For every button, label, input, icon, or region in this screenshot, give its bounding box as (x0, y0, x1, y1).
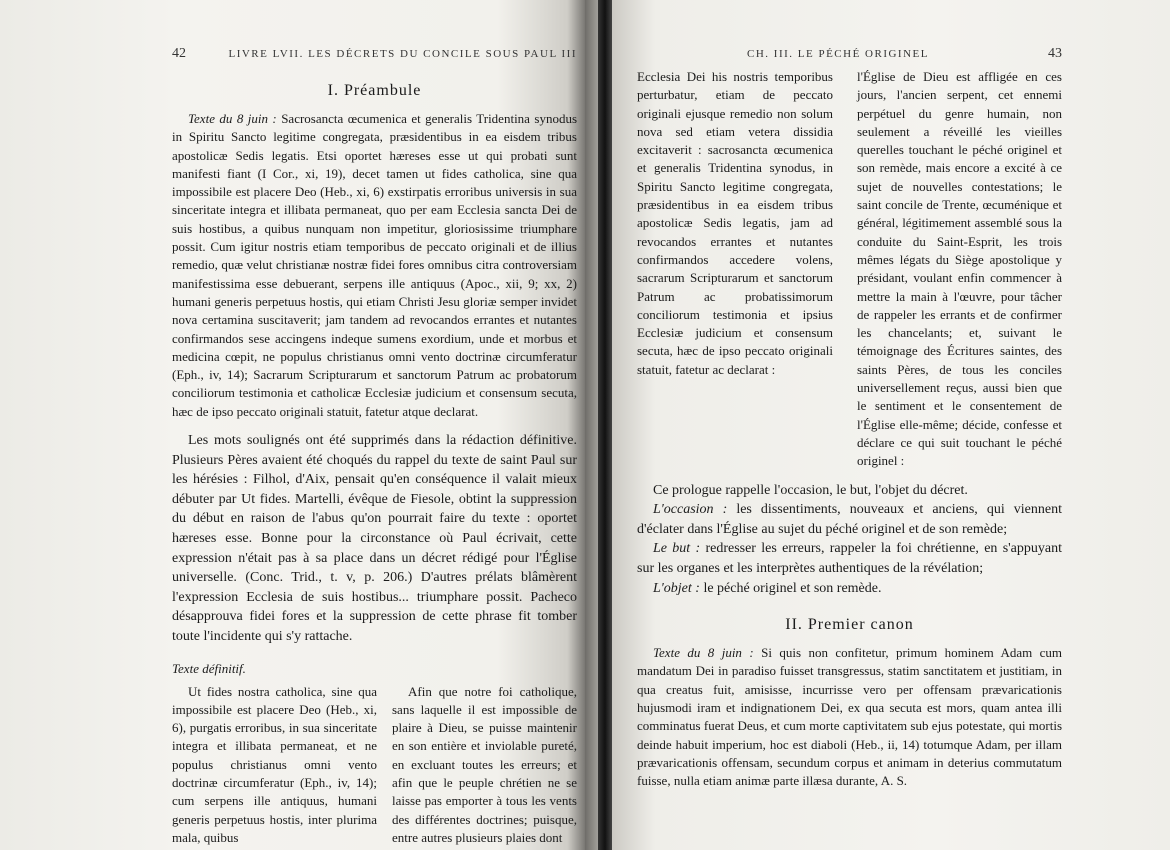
but-text: redresser les erreurs, rappeler la foi chrétienne, en s'appuyant sur les organes et les interprètes authentiques de la révélation; (637, 541, 1063, 576)
subheading-texte-definitif: Texte définitif. (172, 660, 246, 676)
but-note (637, 539, 1062, 578)
right-two-columns (637, 68, 1062, 471)
right-running-title: CH. III. LE PÉCHÉ ORIGINEL (747, 48, 929, 60)
objet-note (637, 579, 1062, 599)
canon-label: Texte du 8 juin : (653, 645, 754, 661)
left-french-column: Afin que notre foi catholique, sans laquelle il est impossible de plaire à Dieu, se puisse maintenir en son entière et inviolable pureté, en excluant toutes les erreurs; et afin que le peuple chrétien ne se laisse pas emporter à tous les vents des différentes doctrines; puisque, entre autres plusieurs plaies dont (392, 683, 577, 845)
commentary-paragraph: Les mots soulignés ont été supprimés dans la rédaction définitive. Plusieurs Pères avaient été choqués du rappel du texte de saint Paul sur les hérésies : Filhol, d'Aix, pensait qu'en conséquence il valait mieux débuter par Ut fides. Martelli, évêque de Fiesole, obtint la suppression du début en raison de l'abus qu'on pourrait faire du texte : oportet hæreses esse. Bonne pour la circonstance où Paul écrivait, cette expression n'était pas à sa place dans un décret rédigé pour l'Église universelle. (Conc. Trid., t. v, p. 206.) D'autres prélats blâmèrent l'expression Ecclesia de suis hostibus... triumphare possit. Pacheco désapprouva fidei fores et la suppression de cette phrase fit tomber toute l'incidente qui s'y rattache. (172, 433, 577, 644)
left-running-title: LIVRE LVII. LES DÉCRETS DU CONCILE SOUS PAUL III (228, 48, 577, 60)
preamble-text: Sacrosancta œcumenica et generalis Tridentina synodus in Spiritu Sancto legitime congregata, præsidentibus in ea eisdem tribus apostolicæ Sedis legatis. Etsi oportet hæreses esse ut qui probati sunt manifesti fiant (I Cor., xi, 19), decet tamen ut fides catholica, sine qua impossibile est placere Deo (Heb., xi, 6) exstirpatis erroribus universis in sua sinceritate integra et illibata permaneat, quo per eam Ecclesia sancta Dei de suis hostibus, a quibus nunquam non impetitur, gloriosissime triumphare possit. Cum igitur nostris etiam temporibus de peccato originali et de illius remedio, quæ velut christianæ nostræ fidei fores omnibus citra controversiam manifestissima esse debuerant, serpens ille antiquus (Apoc., xii, 9; xx, 2) humani generis perpetuus hostis, qui etiam Christi Jesu gloriæ semper invidet nova certamina suscitaverit; jam tandem ad revocandos errantes et nutantes confirmandos sese accingens indeque sumens exordium, unde et morbus et medicina cœpit, ne populus christianus omni vento doctrinæ circumferatur (Eph., iv, 14); Sacrarum Scripturarum et sanctorum Patrum ac probatorum conciliorum testimonia et catholicæ Ecclesiæ judicium et consensum secuta, hæc de ipso peccato originali statuit, fatetur atque declarat. (172, 111, 577, 419)
objet-text: le péché originel et son remède. (703, 580, 882, 596)
preamble-label: Texte du 8 juin : (188, 111, 277, 126)
right-french-column: l'Église de Dieu est affligée en ces jours, l'ancien serpent, cet ennemi perpétuel du genre humain, non seulement a réveillé les vieilles querelles touchant le péché originel et son remède, mais encore a excité à ce sujet de nouvelles contestations; le saint concile de Trente, œcuménique et général, légitimement assemblé sous la conduite du Saint-Esprit, les trois mêmes légats du Siège apostolique y présidant, voulant enfin commencer à mettre la main à l'œuvre, pour tâcher de rappeler les errants et de confirmer les chancelants; et, suivant le témoignage des Écritures saintes, des saints Pères, de tous les conciles universellement reçus, aussi bien que le sentiment et le consentement de l'Église elle-même; décide, confesse et déclare ce qui suit touchant le péché originel : (857, 69, 1062, 469)
canon-paragraph (637, 644, 1062, 790)
right-latin-column: Ecclesia Dei his nostris temporibus perturbatur, etiam de peccato originali ejusque remedio non solum nova sed etiam vetera dissidia excitaverit : sacrosancta œcumenica et generalis Tridentina synodus, in Spiritu Sancto legitime congregata, præsidentibus in ea eisdem tribus apostolicæ Sedis legatis, jam ad revocandos errantes et nutantes confirmandos accedere volens, sacrarum Scripturarum et sanctorum Patrum ac probatissimorum conciliorum testimonia et ipsius Ecclesiæ judicium et consensum secuta, hæc de ipso peccato originali statuit, fatetur ac declarat : (637, 69, 833, 377)
preamble-latin-paragraph (172, 110, 577, 421)
right-page (585, 0, 1170, 850)
left-two-columns (172, 683, 577, 848)
left-page-number: 42 (172, 46, 186, 61)
book-gutter (598, 0, 612, 850)
right-page-number: 43 (1048, 46, 1062, 61)
left-latin-column: Ut fides nostra catholica, sine qua impossibile est placere Deo (Heb., xi, 6), purgatis erroribus, in sua sinceritate integra et illibata permaneat, et ne populus christianus omni vento doctrinæ circumferatur (Eph., iv, 14); cum serpens ille antiquus, humani generis perpetuus hostis, inter plurima mala, quibus (172, 683, 377, 845)
objet-label: L'objet : (653, 580, 700, 596)
right-running-head (637, 46, 1062, 68)
canon-text: Si quis non confitetur, primum hominem Adam cum mandatum Dei in paradiso fuisset transgressus, statim sanctitatem et justitiam, in qua creatus fuit, amisisse, incurrisse vero per offensam prævaricationis hujusmodi iram et indignationem Dei, ex qua secuta est mors, quam antea illi comminatus fuerat Deus, et cum morte captivitatem sub ejus potestate, qui mortis deinde habuit imperium, hoc est diaboli (Heb., ii, 14) totumque Adam, per illam prævaricationis offensam, secundum corpus et animam in deterius commutatum fuisse, nulla etiam animæ parte illæsa durante, A. S. (637, 645, 1063, 789)
occasion-note (637, 500, 1062, 539)
occasion-label: L'occasion : (653, 502, 728, 518)
but-label: Le but : (653, 541, 701, 557)
prologue-note: Ce prologue rappelle l'occasion, le but, l'objet du décret. (653, 482, 968, 498)
occasion-text: les dissentiments, nouveaux et anciens, qui viennent d'éclater dans l'Église au sujet du péché originel et de son remède; (637, 502, 1063, 537)
left-running-head (172, 46, 577, 68)
section-title-premier-canon: II. Premier canon (785, 616, 914, 634)
section-title-preambule: I. Préambule (327, 82, 422, 99)
